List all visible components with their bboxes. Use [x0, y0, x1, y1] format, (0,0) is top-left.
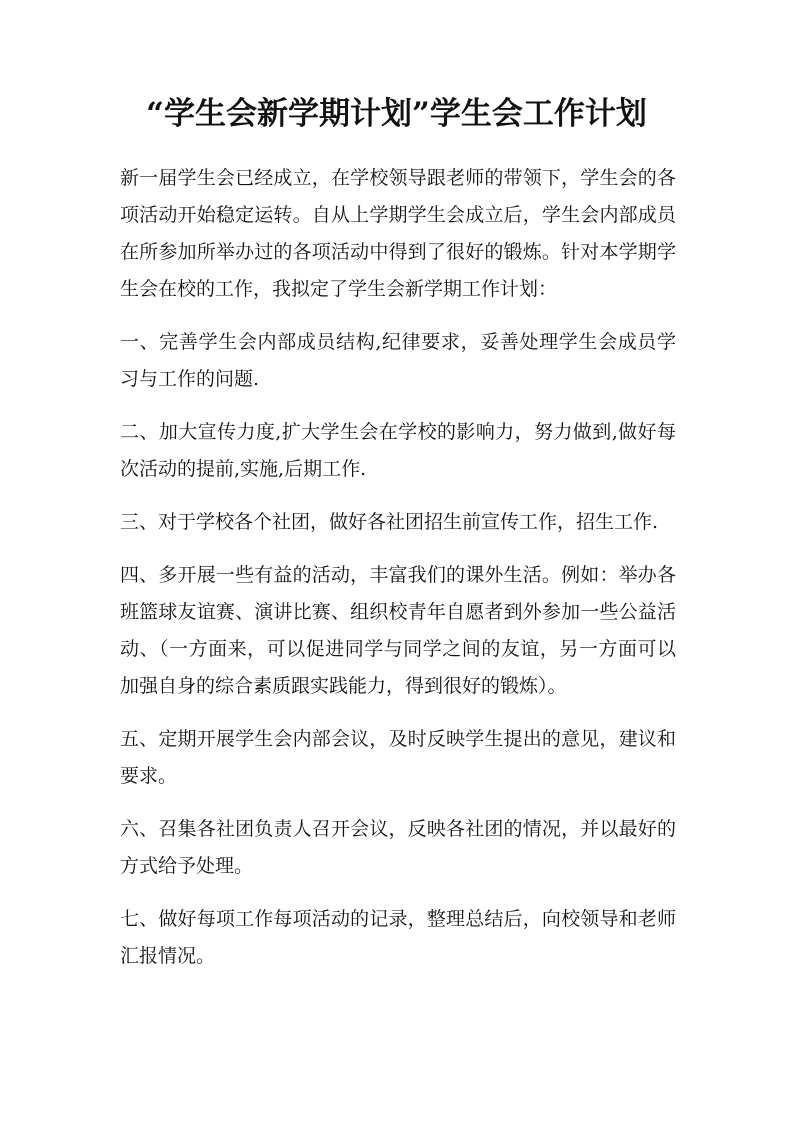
plan-item-5: 五、定期开展学生会内部会议，及时反映学生提出的意见，建议和要求。 [120, 728, 676, 787]
document-title: “学生会新学期计划”学生会工作计划 [146, 96, 647, 132]
plan-item-3: 三、对于学校各个社团，做好各社团招生前宣传工作，招生工作. [120, 511, 659, 533]
document-body [120, 160, 676, 991]
plan-item-7: 七、做好每项工作每项活动的记录，整理总结后，向校领导和老师汇报情况。 [120, 908, 676, 967]
intro-paragraph: 新一届学生会已经成立，在学校领导跟老师的带领下，学生会的各项活动开始稳定运转。自从上学期学生会成立后，学生会内部成员在所参加所举办过的各项活动中得到了很好的锻炼。针对本学期学生会在校的工作，我拟定了学生会新学期工作计划： [120, 167, 676, 300]
plan-item-2: 二、加大宣传力度,扩大学生会在学校的影响力，努力做到,做好每次活动的提前,实施,后期工作. [120, 421, 676, 480]
plan-item-1: 一、完善学生会内部成员结构,纪律要求，妥善处理学生会成员学习与工作的问题. [120, 331, 676, 390]
plan-item-4: 四、多开展一些有益的活动，丰富我们的课外生活。例如：举办各班篮球友谊赛、演讲比赛、组织校青年自愿者到外参加一些公益活动、（一方面来，可以促进同学与同学之间的友谊，另一方面可以加强自身的综合素质跟实践能力，得到很好的锻炼）。 [120, 564, 676, 697]
plan-item-6: 六、召集各社团负责人召开会议，反映各社团的情况，并以最好的方式给予处理。 [120, 818, 676, 877]
